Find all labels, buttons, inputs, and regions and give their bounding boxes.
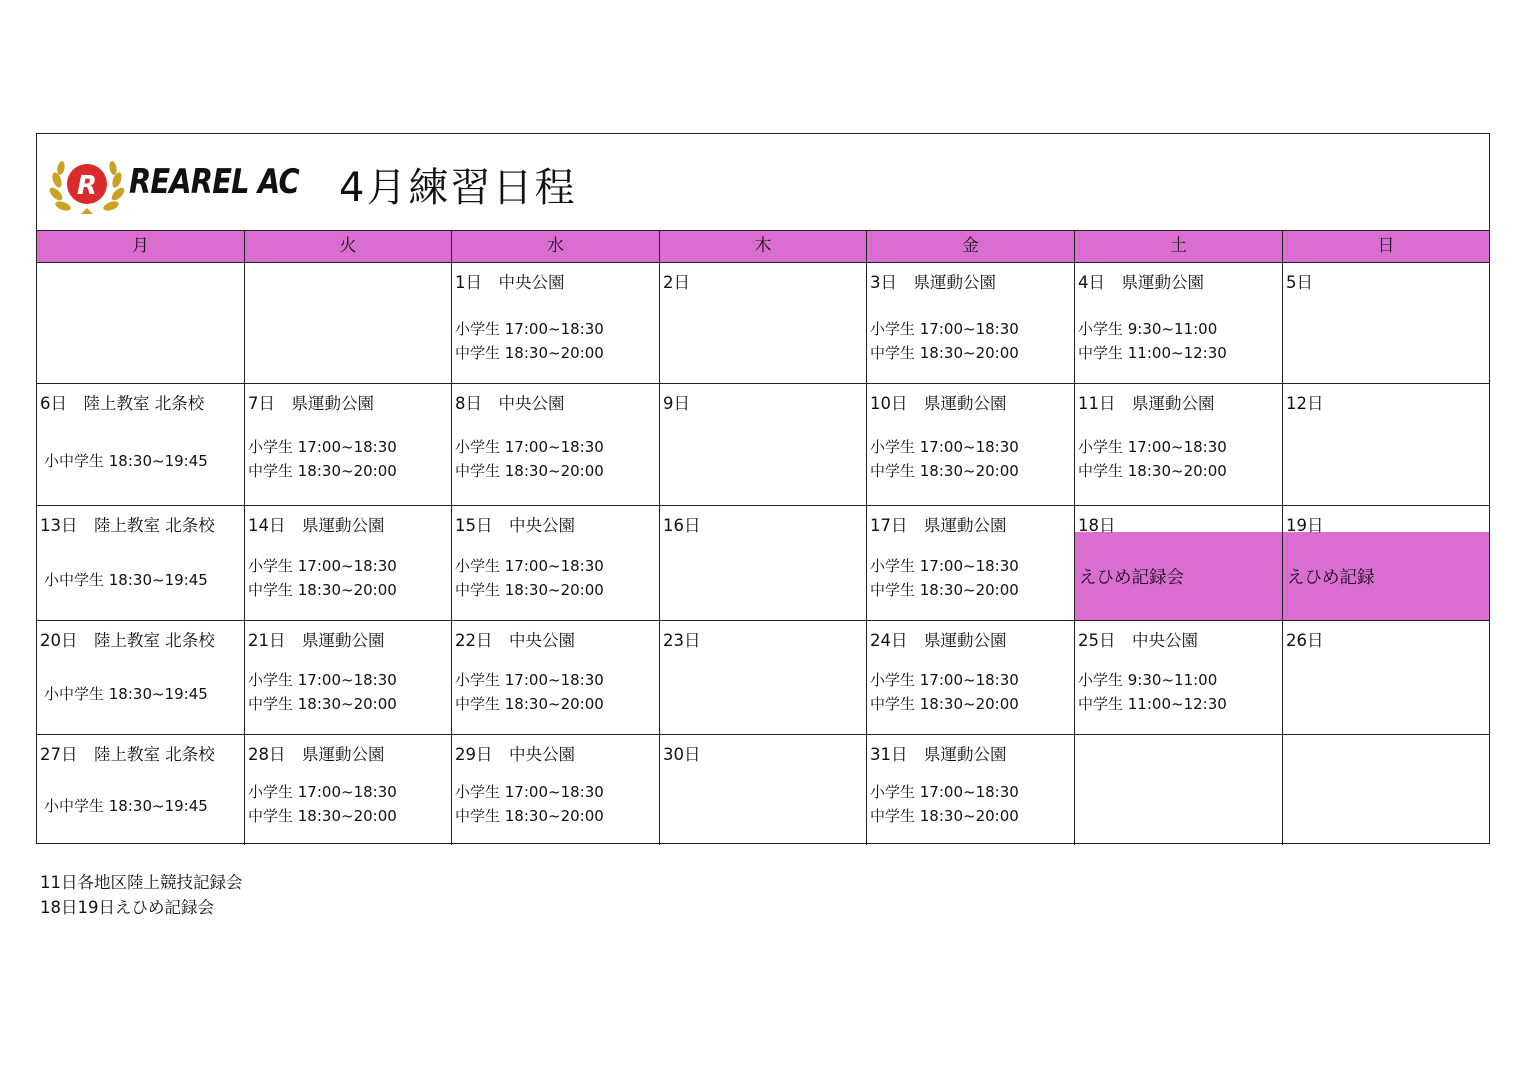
day-cell [245, 506, 452, 621]
weekday-header: 水 [452, 231, 660, 263]
session-elementary: 小学生 17:00~18:30 [455, 671, 604, 689]
schedule-table [36, 133, 1490, 844]
session-elementary: 小学生 17:00~18:30 [248, 438, 397, 456]
session-elementary: 小学生 9:30~11:00 [1078, 320, 1218, 338]
weekday-header: 日 [1283, 231, 1489, 263]
day-heading: 21日 県運動公園 [248, 631, 385, 650]
day-heading: 24日 県運動公園 [870, 631, 1007, 650]
day-cell [1075, 384, 1283, 506]
session-elementary: 小学生 17:00~18:30 [870, 438, 1019, 456]
session-time: 小中学生 18:30~19:45 [44, 685, 208, 703]
day-cell [1075, 621, 1283, 735]
session-junior-high: 中学生 18:30~20:00 [870, 344, 1019, 362]
day-heading: 2日 [663, 273, 690, 292]
day-heading: 10日 県運動公園 [870, 394, 1007, 413]
day-cell [37, 263, 245, 384]
day-cell [452, 263, 660, 384]
session-junior-high: 中学生 18:30~20:00 [248, 462, 397, 480]
weekday-header-row [37, 231, 1489, 263]
day-cell [245, 384, 452, 506]
session-elementary: 小学生 17:00~18:30 [248, 671, 397, 689]
day-cell [660, 621, 867, 735]
session-elementary: 小学生 17:00~18:30 [870, 320, 1019, 338]
session-junior-high: 中学生 18:30~20:00 [455, 344, 604, 362]
session-elementary: 小学生 9:30~11:00 [1078, 671, 1218, 689]
table-header [37, 134, 1489, 231]
day-heading: 19日 [1286, 516, 1324, 535]
weekday-header: 月 [37, 231, 245, 263]
event-label: えひめ記録会 [1079, 568, 1184, 588]
day-cell [245, 263, 452, 384]
session-elementary: 小学生 17:00~18:30 [455, 320, 604, 338]
day-heading: 4日 県運動公園 [1078, 273, 1204, 292]
brand-name: REAREL AC [129, 162, 299, 202]
note-line: 11日各地区陸上競技記録会 [40, 873, 243, 892]
session-elementary: 小学生 17:00~18:30 [1078, 438, 1227, 456]
weekday-header: 土 [1075, 231, 1283, 263]
day-cell [660, 506, 867, 621]
day-cell [37, 621, 245, 735]
day-cell [660, 263, 867, 384]
day-heading: 27日 陸上教室 北条校 [40, 745, 215, 764]
day-cell [37, 735, 245, 845]
session-junior-high: 中学生 18:30~20:00 [248, 807, 397, 825]
weekday-header: 木 [660, 231, 867, 263]
session-junior-high: 中学生 18:30~20:00 [455, 807, 604, 825]
day-heading: 8日 中央公園 [455, 394, 565, 413]
session-junior-high: 中学生 18:30~20:00 [870, 462, 1019, 480]
day-heading: 13日 陸上教室 北条校 [40, 516, 215, 535]
session-elementary: 小学生 17:00~18:30 [455, 783, 604, 801]
day-cell [1283, 506, 1489, 621]
page-title: 4月練習日程 [339, 165, 577, 211]
club-logo [47, 150, 127, 220]
day-heading: 9日 [663, 394, 690, 413]
weekday-header: 火 [245, 231, 452, 263]
day-cell [1283, 263, 1489, 384]
session-junior-high: 中学生 11:00~12:30 [1078, 695, 1227, 713]
day-cell [245, 621, 452, 735]
session-time: 小中学生 18:30~19:45 [44, 570, 208, 589]
day-heading: 20日 陸上教室 北条校 [40, 631, 215, 650]
session-junior-high: 中学生 18:30~20:00 [248, 695, 397, 713]
session-junior-high: 中学生 18:30~20:00 [455, 462, 604, 480]
day-heading: 29日 中央公園 [455, 745, 575, 764]
session-junior-high: 中学生 18:30~20:00 [870, 580, 1019, 599]
session-time: 小中学生 18:30~19:45 [44, 452, 208, 470]
day-heading: 17日 県運動公園 [870, 516, 1007, 535]
day-heading: 18日 [1078, 516, 1116, 535]
day-cell [1283, 621, 1489, 735]
day-heading: 11日 県運動公園 [1078, 394, 1215, 413]
day-cell [867, 735, 1075, 845]
session-elementary: 小学生 17:00~18:30 [870, 671, 1019, 689]
day-cell [452, 621, 660, 735]
day-cell [660, 735, 867, 845]
day-heading: 7日 県運動公園 [248, 394, 374, 413]
session-elementary: 小学生 17:00~18:30 [248, 783, 397, 801]
day-cell [37, 384, 245, 506]
session-junior-high: 中学生 18:30~20:00 [248, 580, 397, 599]
day-cell [1075, 735, 1283, 845]
note-line: 18日19日えひめ記録会 [40, 898, 214, 917]
weekday-header: 金 [867, 231, 1075, 263]
day-cell [1283, 735, 1489, 845]
day-heading: 3日 県運動公園 [870, 273, 996, 292]
day-heading: 26日 [1286, 631, 1324, 650]
day-heading: 28日 県運動公園 [248, 745, 385, 764]
session-elementary: 小学生 17:00~18:30 [870, 783, 1019, 801]
day-heading: 31日 県運動公園 [870, 745, 1007, 764]
session-junior-high: 中学生 18:30~20:00 [870, 695, 1019, 713]
day-cell [1075, 506, 1283, 621]
day-cell [37, 506, 245, 621]
session-junior-high: 中学生 18:30~20:00 [455, 580, 604, 599]
day-cell [452, 735, 660, 845]
day-cell [1075, 263, 1283, 384]
day-heading: 12日 [1286, 394, 1324, 413]
notes [40, 870, 243, 920]
day-heading: 16日 [663, 516, 701, 535]
svg-text:R: R [76, 171, 98, 201]
session-elementary: 小学生 17:00~18:30 [455, 556, 604, 575]
day-heading: 22日 中央公園 [455, 631, 575, 650]
event-label: えひめ記録 [1287, 568, 1375, 588]
day-heading: 5日 [1286, 273, 1313, 292]
day-heading: 14日 県運動公園 [248, 516, 385, 535]
session-junior-high: 中学生 18:30~20:00 [870, 807, 1019, 825]
day-cell [660, 384, 867, 506]
day-cell [867, 506, 1075, 621]
day-heading: 30日 [663, 745, 701, 764]
day-cell [867, 384, 1075, 506]
day-cell [245, 735, 452, 845]
day-heading: 23日 [663, 631, 701, 650]
day-cell [867, 621, 1075, 735]
session-elementary: 小学生 17:00~18:30 [455, 438, 604, 456]
day-cell [452, 506, 660, 621]
day-heading: 15日 中央公園 [455, 516, 575, 535]
session-junior-high: 中学生 18:30~20:00 [1078, 462, 1227, 480]
session-elementary: 小学生 17:00~18:30 [870, 556, 1019, 575]
day-cell [867, 263, 1075, 384]
session-junior-high: 中学生 18:30~20:00 [455, 695, 604, 713]
day-cell [452, 384, 660, 506]
day-heading: 1日 中央公園 [455, 273, 565, 292]
session-elementary: 小学生 17:00~18:30 [248, 556, 397, 575]
day-cell [1283, 384, 1489, 506]
session-junior-high: 中学生 11:00~12:30 [1078, 344, 1227, 362]
day-heading: 6日 陸上教室 北条校 [40, 394, 205, 413]
day-heading: 25日 中央公園 [1078, 631, 1198, 650]
session-time: 小中学生 18:30~19:45 [44, 797, 208, 815]
